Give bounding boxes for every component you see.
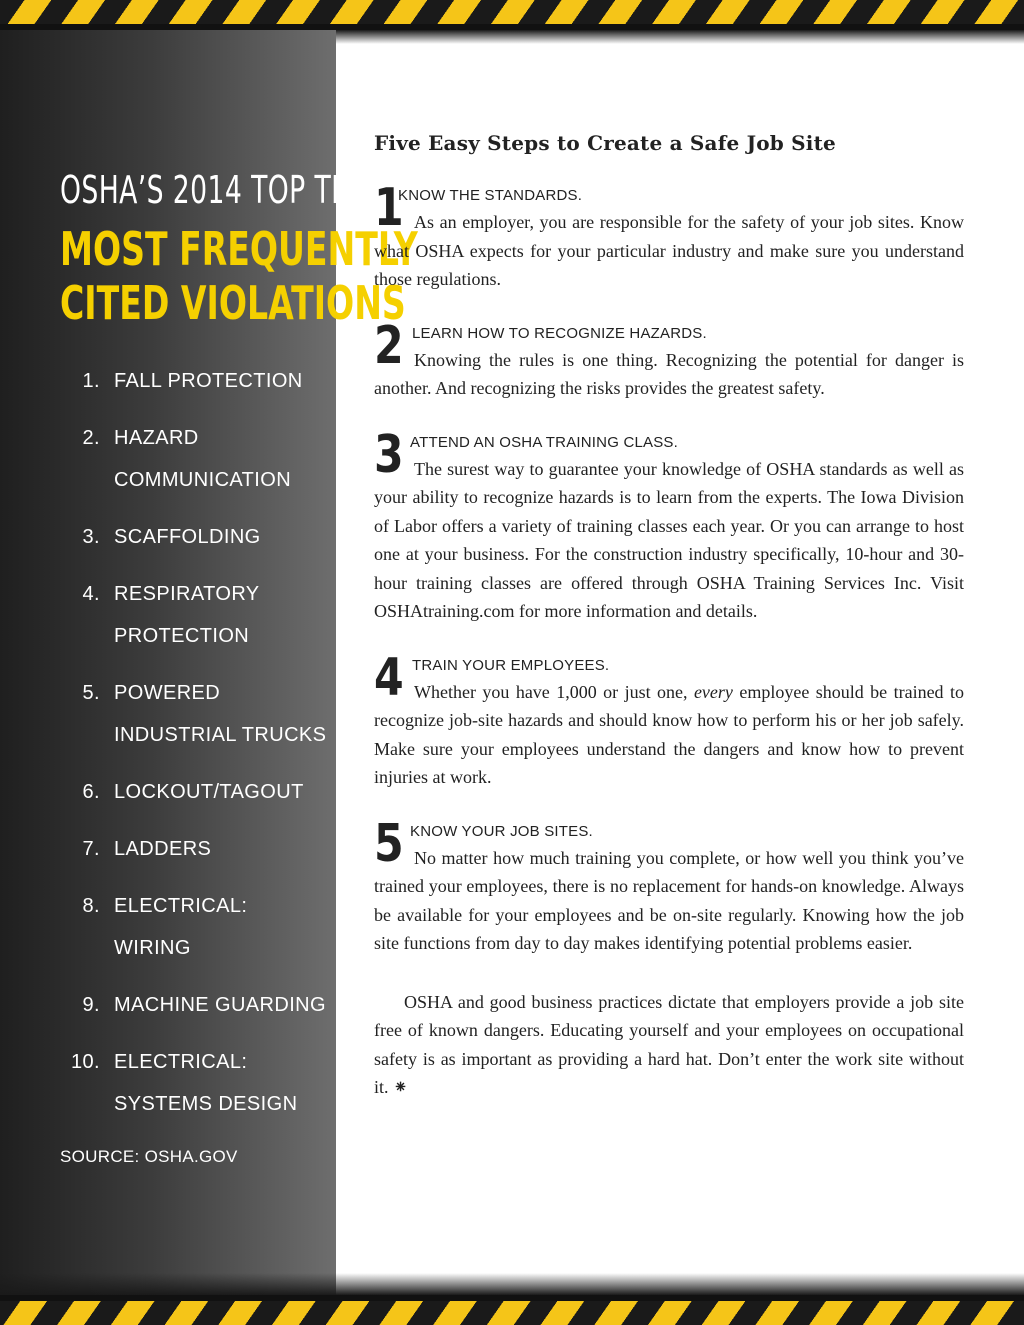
step-body: The surest way to guarantee your knowledge of OSHA standards as well as your ability to recognize hazards is to learn from the experts. The Iowa Division of Labor offers a variety of training classes each year. Or you can arrange to host one at your business. For the construction industry specifically, 10-hour and 30-hour training classes are offered through OSHA Training Services Inc. Visit OSHAtraining.com for more information and details. xyxy=(374,458,964,621)
list-number: 3. xyxy=(82,526,100,548)
list-text: MACHINE GUARDING xyxy=(114,994,326,1016)
list-item xyxy=(60,516,330,558)
closing-paragraph: OSHA and good business practices dictate that employers provide a job site free of known dangers. Educating yourself and your employees on occupational safety is as important as providing a hard hat. Don’t enter the work site without it. ⁕ xyxy=(374,991,964,1097)
list-text: HAZARD COMMUNICATION xyxy=(114,427,292,491)
hazard-stripe-top xyxy=(0,0,1024,30)
list-number: 5. xyxy=(82,682,100,704)
list-number: 8. xyxy=(82,895,100,917)
step-number: 3 xyxy=(374,424,404,485)
step-3 xyxy=(374,424,964,626)
step-body xyxy=(374,678,964,792)
step-heading: KNOW YOUR JOB SITES. xyxy=(410,822,593,840)
step-heading: TRAIN YOUR EMPLOYEES. xyxy=(412,656,610,674)
list-text: SCAFFOLDING xyxy=(114,526,261,548)
sidebar-heading xyxy=(60,222,418,330)
list-number: 4. xyxy=(82,583,100,605)
sidebar xyxy=(0,30,418,1295)
sidebar-heading-line1: MOST FREQUENTLY xyxy=(60,222,418,276)
step-body: As an employer, you are responsible for the safety of your job sites. Know what OSHA expects for your particular industry and make sure you understand those regulations. xyxy=(374,212,964,289)
list-number: 10. xyxy=(70,1051,100,1073)
sidebar-title: OSHA’S 2014 TOP TEN xyxy=(60,168,369,212)
step-body-part: employee should be trained to recognize job-site hazards and should know how to perform his or her job safely. Make sure your employees understand the dangers and know how to prevent injuries at work. xyxy=(374,681,964,787)
list-text: ELECTRICAL: SYSTEMS DESIGN xyxy=(114,1051,298,1115)
step-5 xyxy=(374,813,964,958)
page-title: Five Easy Steps to Create a Safe Job Site xyxy=(374,131,836,155)
hazard-stripe-bottom xyxy=(0,1295,1024,1325)
list-text: LOCKOUT/TAGOUT xyxy=(114,781,304,803)
step-2 xyxy=(374,315,964,403)
list-text: POWERED INDUSTRIAL TRUCKS xyxy=(114,682,327,746)
sidebar-content xyxy=(60,168,418,1167)
bottom-shadow xyxy=(0,1273,1024,1295)
step-1 xyxy=(374,178,964,294)
step-heading: LEARN HOW TO RECOGNIZE HAZARDS. xyxy=(412,324,707,342)
list-item xyxy=(60,573,330,657)
list-item xyxy=(60,984,330,1026)
step-body-emphasis: every xyxy=(693,681,733,702)
list-item xyxy=(60,885,330,969)
step-body-part: Whether you have 1,000 or just one, xyxy=(414,681,694,702)
list-item xyxy=(60,672,330,756)
list-number: 9. xyxy=(82,994,100,1016)
list-item xyxy=(60,360,330,402)
step-number: 2 xyxy=(374,315,404,376)
sidebar-heading-line2: CITED VIOLATIONS xyxy=(60,276,406,330)
list-item xyxy=(60,417,330,501)
list-number: 6. xyxy=(82,781,100,803)
list-item xyxy=(60,1041,330,1125)
step-heading: ATTEND AN OSHA TRAINING CLASS. xyxy=(410,433,679,451)
source-note: SOURCE: OSHA.GOV xyxy=(60,1147,238,1166)
step-body: Knowing the rules is one thing. Recognizing the potential for danger is another. And recognizing the risks provides the greatest safety. xyxy=(374,349,964,398)
violations-list xyxy=(60,360,330,1125)
list-number: 2. xyxy=(82,427,100,449)
step-number: 1 xyxy=(374,178,404,238)
step-body: No matter how much training you complete, or how well you think you’ve trained your employees, there is no replacement for hands-on knowledge. Always be available for your employees and be on-site regularly. Knowing how the job site functions from day to day makes identifying potential problems easier. xyxy=(374,847,964,953)
step-heading: KNOW THE STANDARDS. xyxy=(398,187,583,204)
list-number: 1. xyxy=(82,370,100,392)
list-item xyxy=(60,771,330,813)
list-text: ELECTRICAL: WIRING xyxy=(114,895,248,959)
step-number: 4 xyxy=(374,647,404,708)
step-4 xyxy=(374,647,964,792)
main-content xyxy=(374,128,964,1102)
list-text: LADDERS xyxy=(114,838,212,860)
list-text: FALL PROTECTION xyxy=(114,370,303,392)
list-text: RESPIRATORY PROTECTION xyxy=(114,583,260,647)
list-item xyxy=(60,828,330,870)
list-number: 7. xyxy=(82,838,100,860)
step-number: 5 xyxy=(374,813,404,874)
